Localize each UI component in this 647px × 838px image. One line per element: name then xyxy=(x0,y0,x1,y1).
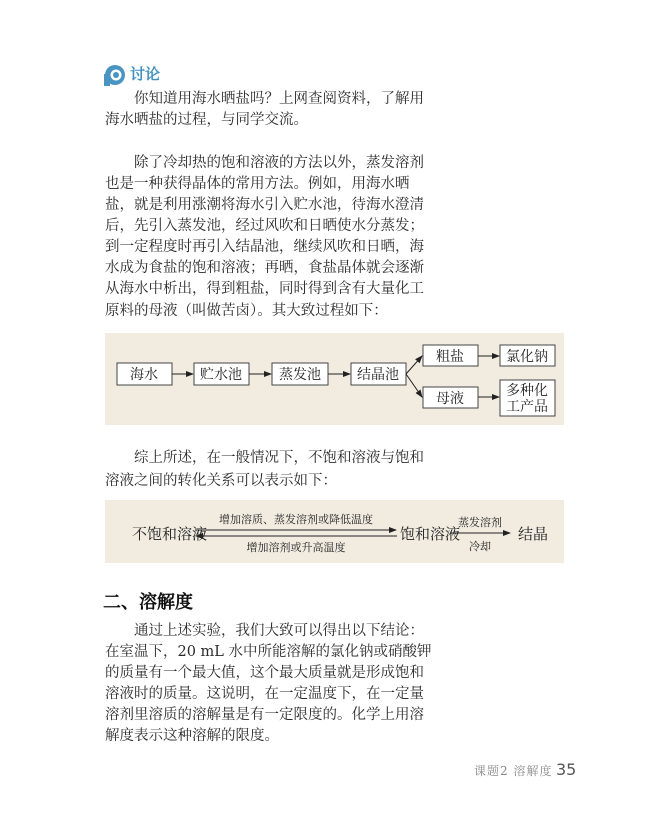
paragraph-line: 水成为食盐的饱和溶液；再晒，食盐晶体就会逐渐 xyxy=(105,260,424,276)
label-nacl: 氯化钠 xyxy=(506,349,548,365)
unsaturated-label: 不饱和溶液 xyxy=(132,525,208,543)
label-seawater: 海水 xyxy=(130,367,158,383)
label-evaporation: 蒸发池 xyxy=(279,367,321,383)
evaporate-condition: 蒸发溶剂 xyxy=(458,516,502,529)
label-crystallization: 结晶池 xyxy=(357,367,399,383)
paragraph-line: 除了冷却热的饱和溶液的方法以外，蒸发溶剂 xyxy=(134,155,424,171)
paragraph-line: 在室温下，20 mL 水中所能溶解的氯化钠或硝酸钾 xyxy=(105,644,432,660)
section-title: 二、溶解度 xyxy=(103,592,193,613)
page-number: 35 xyxy=(556,760,577,779)
paragraph-line: 的质量有一个最大值，这个最大质量就是形成饱和 xyxy=(105,665,424,681)
paragraph-line: 到一定程度时再引入结晶池，继续风吹和日晒，海 xyxy=(105,239,424,255)
forward-condition: 增加溶质、蒸发溶剂或降低温度 xyxy=(219,513,373,526)
label-chem-2: 工产品 xyxy=(506,399,548,415)
paragraph-line: 原料的母液（叫做苦卤）。其大致过程如下： xyxy=(105,303,388,319)
saturated-label: 饱和溶液 xyxy=(400,525,461,543)
label-storage: 贮水池 xyxy=(200,367,242,383)
label-chem-1: 多种化 xyxy=(506,383,548,399)
footer-chapter: 课题2 溶解度 xyxy=(474,764,553,778)
discussion-text: 你知道用海水晒盐吗？上网查阅资料，了解用 xyxy=(134,91,424,107)
paragraph-line: 盐，就是利用涨潮将海水引入贮水池，待海水澄清 xyxy=(105,197,424,213)
cool-condition: 冷却 xyxy=(469,540,491,553)
backward-condition: 增加溶剂或升高温度 xyxy=(246,541,346,554)
discussion-title: 讨论 xyxy=(130,65,161,83)
label-crude-salt: 粗盐 xyxy=(436,349,464,365)
paragraph-line: 溶液之间的转化关系可以表示如下： xyxy=(105,473,337,489)
paragraph-line: 通过上述实验，我们大致可以得出以下结论： xyxy=(134,623,424,639)
paragraph-line: 溶剂里溶质的溶解量是有一定限度的。化学上用溶 xyxy=(105,707,424,723)
paragraph-line: 溶液时的质量。这说明，在一定温度下，在一定量 xyxy=(105,686,424,702)
paragraph-line: 从海水中析出，得到粗盐，同时得到含有大量化工 xyxy=(105,281,424,297)
crystal-label: 结晶 xyxy=(518,525,549,543)
paragraph-line: 也是一种获得晶体的常用方法。例如，用海水晒 xyxy=(105,176,410,192)
discussion-text: 海水晒盐的过程，与同学交流。 xyxy=(105,112,308,128)
paragraph-line: 解度表示这种溶解的限度。 xyxy=(105,728,279,744)
paragraph-line: 综上所述，在一般情况下，不饱和溶液与饱和 xyxy=(134,450,424,466)
label-mother-liquor: 母液 xyxy=(436,391,464,407)
paragraph-line: 后，先引入蒸发池，经过风吹和日晒使水分蒸发； xyxy=(105,218,424,234)
